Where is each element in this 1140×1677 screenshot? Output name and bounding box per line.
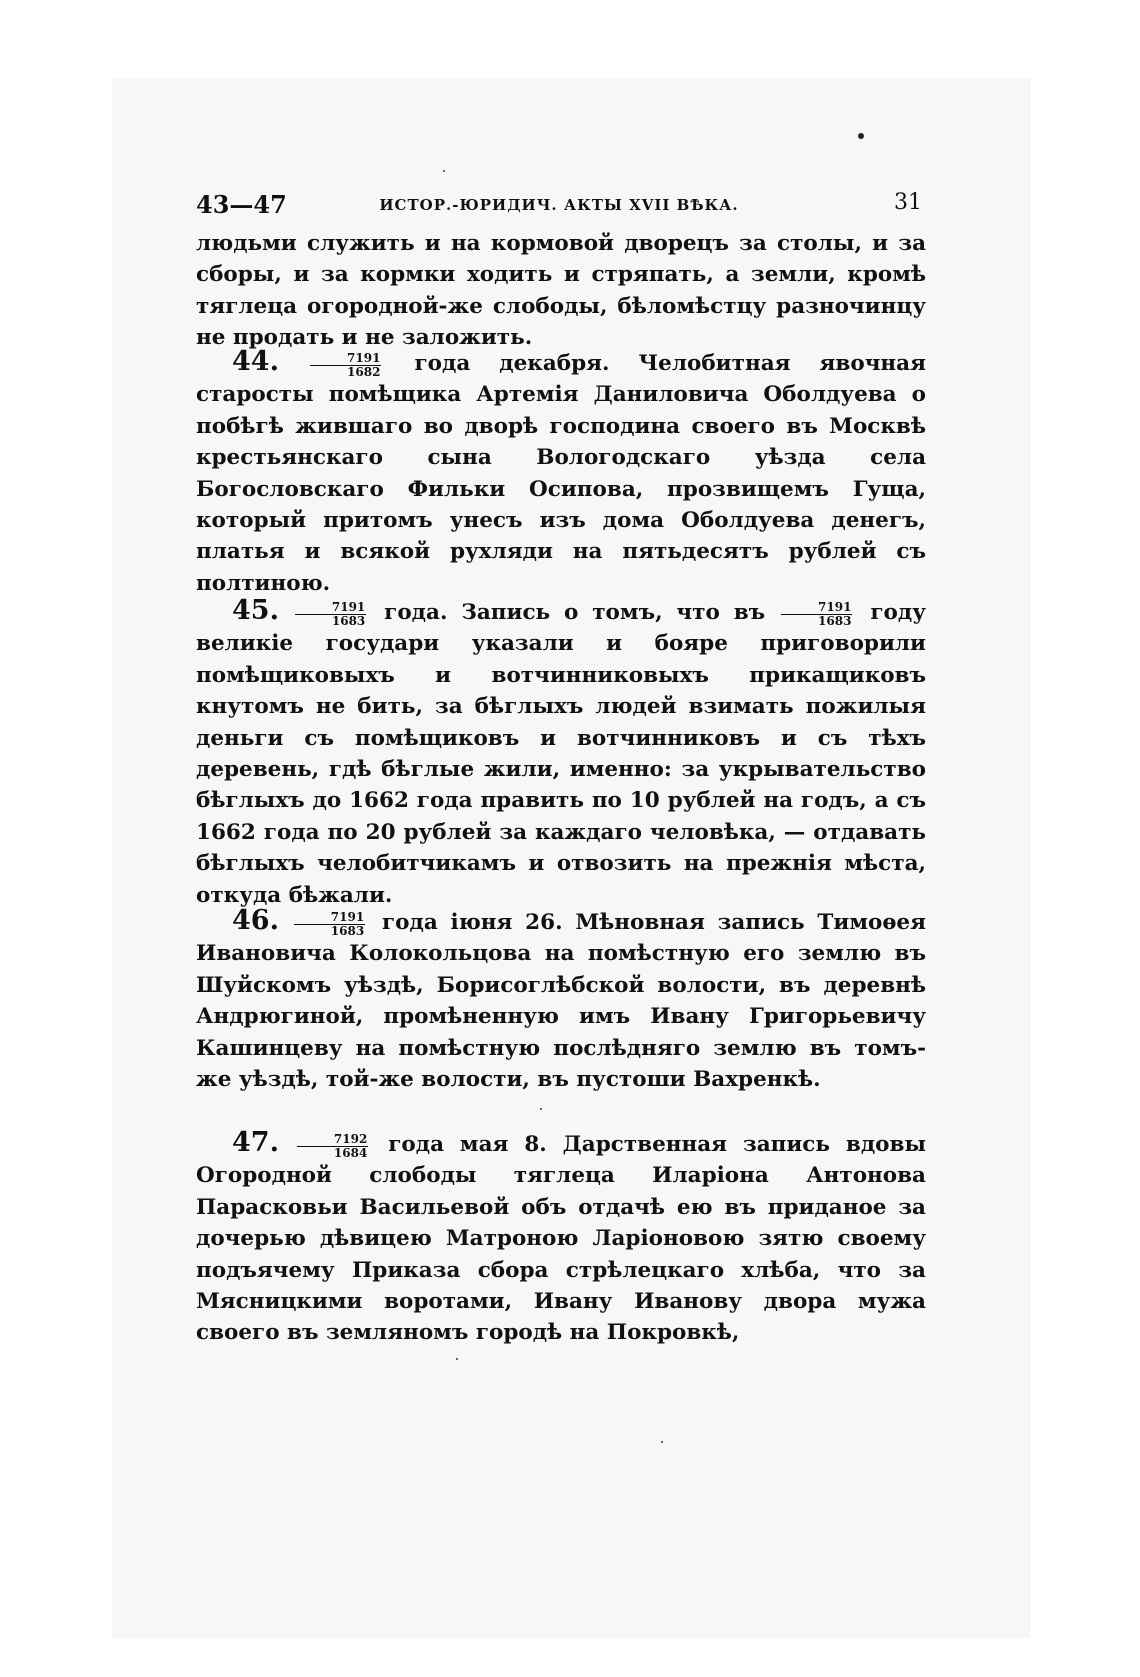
entry-number: 47. xyxy=(232,1127,279,1158)
ink-speck xyxy=(456,1358,458,1360)
date-fraction: $\frac{7191}{1683}$ xyxy=(294,911,365,938)
ink-speck xyxy=(540,1108,542,1110)
entry-text-continued: году великіе государи указали и бояре приговорили помѣщиковыхъ и вотчинниковыхъ прикащиковъ кнутомъ не бить, за бѣглыхъ людей взимать пожилыя деньги съ помѣщиковъ и вотчинниковъ и съ тѣхъ деревень, гдѣ бѣглые жили, именно: за укрывательство бѣглыхъ до 1662 года править по 10 рублей на годъ, а съ 1662 года по 20 рублей за каждаго человѣка, — отдавать бѣглыхъ челобитчикамъ и отвозить на прежнія мѣста, откуда бѣжали. xyxy=(196,600,926,908)
ink-dot xyxy=(858,133,864,139)
page-number: 31 xyxy=(894,190,922,215)
entry-number: 45. xyxy=(232,595,279,626)
entry-text: года декабря. Челобитная явочная старосты помѣщика Артемія Даниловича Оболдуева о побѣгѣ жившаго во дворѣ господина своего въ Москвѣ крестьянскаго сына Вологодскаго уѣзда села Богословскаго Фильки Осипова, прозвищемъ Гуща, который притомъ унесъ изъ дома Оболдуева денегъ, платья и всякой рухляди на пятьдесятъ рублей съ полтиною. xyxy=(196,351,926,596)
continuation-text: людьми служить и на кормовой дворецъ за столы, и за сборы, и за кормки ходить и стряпать, а земли, кромѣ тяглеца огородной-же слободы, бѣломѣстцу разночинцу не продать и не заложить. xyxy=(196,231,926,351)
entry-text: года іюня 26. Мѣновная запись Тимоѳея Ивановича Колокольцова на помѣстную его землю въ Шуйскомъ уѣздѣ, Борисоглѣбской волости, въ деревнѣ Андрюгиной, промѣненную имъ Ивану Григорьевичу Кашинцеву на помѣстную послѣдняго землю въ томъ-же уѣздѣ, той-же волости, въ пустоши Вахренкѣ. xyxy=(196,910,926,1093)
entry-text: года. Запись о томъ, что въ xyxy=(384,600,766,625)
running-title: ИСТОР.-ЮРИДИЧ. АКТЫ XVII ВѢКА. xyxy=(379,196,739,214)
entry-number: 44. xyxy=(232,346,279,377)
date-fraction: $\frac{7192}{1684}$ xyxy=(297,1133,368,1160)
date-fraction: $\frac{7191}{1682}$ xyxy=(310,352,381,379)
ink-speck xyxy=(661,1441,663,1443)
entry-47 xyxy=(196,1127,926,1349)
entry-45 xyxy=(196,595,926,911)
entry-number: 46. xyxy=(232,905,279,936)
entry-46 xyxy=(196,905,926,1095)
ink-speck xyxy=(443,170,445,172)
entry-44 xyxy=(196,346,926,599)
header-range: 43—47 xyxy=(196,190,287,219)
entry-text: года мая 8. Дарственная запись вдовы Огородной слободы тяглеца Иларіона Антонова Парасковьи Васильевой объ отдачѣ ею въ приданое за дочерью дѣвицею Матроною Ларіоновою зятю своему подъячему Приказа сбора стрѣлецкаго хлѣба, что за Мясницкими воротами, Ивану Иванову двора мужа своего въ земляномъ городѣ на Покровкѣ, xyxy=(196,1132,926,1346)
date-fraction: $\frac{7191}{1683}$ xyxy=(295,601,366,628)
page-header xyxy=(196,190,922,230)
date-fraction-inline: $\frac{7191}{1683}$ xyxy=(781,601,852,628)
continuation-paragraph xyxy=(196,228,926,354)
